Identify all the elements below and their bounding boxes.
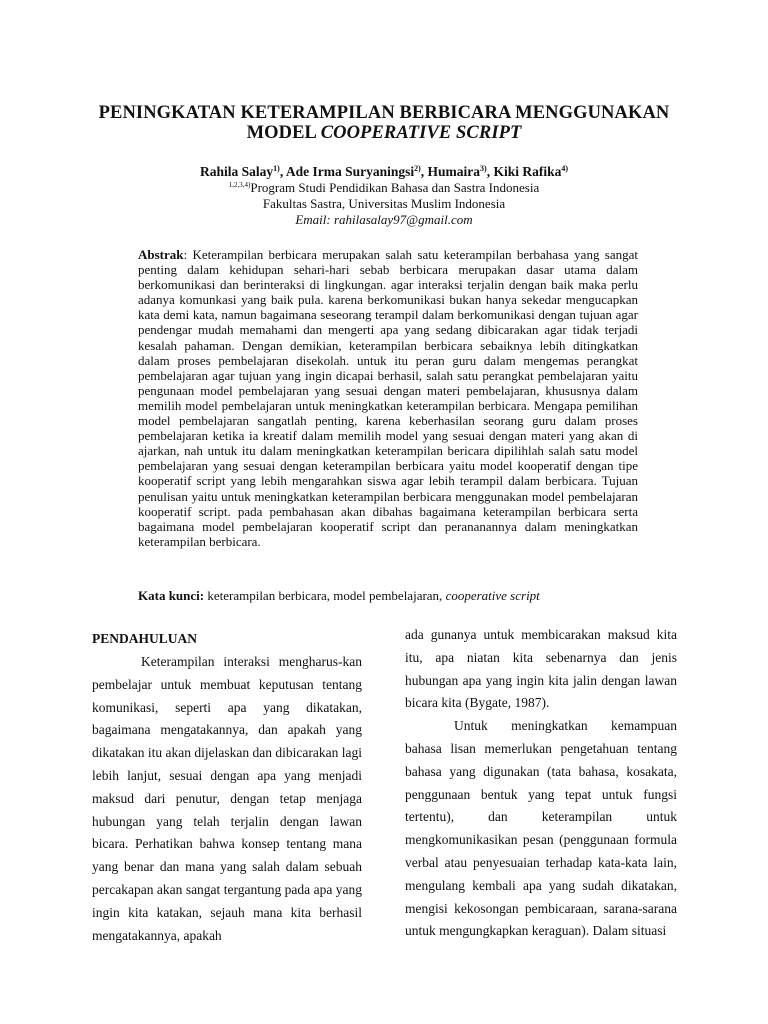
affiliation-faculty: Fakultas Sastra, Universitas Muslim Indonesia bbox=[262, 196, 506, 211]
author-name: Kiki Rafika bbox=[493, 164, 562, 179]
affiliation-mark: 1,2,3,4) bbox=[228, 181, 251, 189]
title-model-word: MODEL bbox=[246, 123, 316, 143]
second-paragraph: Untuk meningkatkan kemampuan bahasa lisan memerlukan pengetahuan tentang bahasa yang digunakan (tata bahasa, kosakata, penggunaan bentuk yang tepat untuk fungsi tertentu), dan keterampilan untuk mengkomunikasikan pesan (penggunaan formula verbal atau penyesuaian terhadap kata-kata lain, mengulang kembali apa yang sudah dikatakan, mengisi kekosongan pembicaraan, sarana-sarana untuk mengungkapkan keraguan). Dalam situasi bbox=[405, 718, 677, 939]
affiliation-block bbox=[60, 180, 708, 228]
program-name: Program Studi Pendidikan Bahasa dan Sastra Indonesia bbox=[250, 180, 540, 195]
affiliation-program bbox=[60, 180, 708, 196]
intro-paragraph: Keterampilan interaksi mengharus-kan pembelajar untuk membuat keputusan tentang komunikasi, seperti apa yang dikatakan, bagaimana mengatakannya, dan apakah yang dikatakan itu akan dijelaskan dan dibicarakan lagi lebih lanjut, sesuai dengan apa yang menjadi maksud dari penutur, dengan tetap menjaga hubungan yang telah terjalin dengan lawan bicara. Perhatikan bahwa konsep tentang mana yang benar dan mana yang salah dalam sebuah percakapan akan sangat tergantung pada apa yang ingin kita katakan, sejauh mana kita berhasil mengatakannya, apakah bbox=[92, 654, 362, 943]
author-name: Ade Irma Suryaningsi bbox=[285, 164, 415, 179]
abstract bbox=[138, 247, 638, 549]
abstract-label: Abstrak bbox=[138, 247, 184, 262]
keywords-italic: cooperative script bbox=[445, 588, 540, 603]
left-column bbox=[92, 628, 362, 947]
title-italic-part: COOPERATIVE SCRIPT bbox=[320, 123, 522, 143]
author-mark: 1) bbox=[273, 164, 280, 173]
author-mark: 3) bbox=[480, 164, 487, 173]
author-mark: 2) bbox=[414, 164, 421, 173]
right-column bbox=[405, 624, 677, 943]
paper-title bbox=[60, 103, 708, 143]
author-mark: 4) bbox=[561, 164, 569, 173]
author-list: Rahila Salay$^{1)}$, Ade Irma Suryaningsi$^{2)}$, Humaira$^{3)}$, Kiki Rafika$^{4)}$ bbox=[199, 164, 569, 179]
keywords-text: keterampilan berbicara, model pembelajaran, bbox=[204, 588, 446, 603]
section-heading: PENDAHULUAN bbox=[92, 631, 198, 646]
author-name: Humaira bbox=[427, 164, 481, 179]
abstract-text: : Keterampilan berbicara merupakan salah satu keterampilan berbahasa yang sangat penting dalam kehidupan sehari-hari sebab berbicara merupakan dasar utama dalam berkomunikasi dan berinteraksi di lingkungan. agar interaksi terjalin dengan baik maka perlu adanya komunkasi yang baik pula. karena berkomunikasi bukan hanya sekedar mengucapkan kata demi kata, namun bagaimana seseorang terampil dalam berkomunikasi dengan tujuan agar pendengar mudah memahami dan mengerti apa yang sedang dibicarakan agar tidak terjadi kesalah pahaman. Dengan demikian, keterampilan berbicara sebaiknya lebih ditingkatkan dalam proses pembelajaran disekolah. untuk itu peran guru dalam mengemas perangkat pembelajaran agar tujuan yang ingin dicapai berhasil, salah satu perangkat pembelajaran yaitu pengunaan model pembelajaran yang sesuai dengan materi pembelajaran, khususnya dalam memilih model pembelajaran untuk meningkatkan keterampilan berbicara. Mengapa pemilihan model pembelajaran sangatlah penting, karena keberhasilan seorang guru dalam proses pembelajaran ketika ia kreatif dalam memilih model yang sesuai dengan materi yang akan di ajarkan, nah untuk itu dalam meningkatkan keterampilan bericara dipilihlah salah satu model pembelajaran yang sesuai dengan keterampilan berbicara yaitu model kooperatif dengan tipe kooperatif script yang lebih mengarahkan siswa agar lebih terampil dalam berbicara. Tujuan penulisan yaitu untuk meningkatkan keterampilan berbicara menggunakan model pembelajaran kooperatif script. pada pembahasan akan dibahas bagaimana keterampilan berbicara serta bagaimana model pembelajaran kooperatif script dan perananannya dalam meningkatkan keterampilan berbicara. bbox=[138, 247, 638, 549]
keywords bbox=[138, 588, 638, 604]
continued-paragraph: ada gunanya untuk membicarakan maksud kita itu, apa niatan kita sebenarnya dan jenis hubungan apa yang ingin kita jalin dengan lawan bicara kita (Bygate, 1987). bbox=[405, 627, 677, 711]
title-line-2 bbox=[60, 123, 708, 143]
author-name: Rahila Salay bbox=[199, 164, 274, 179]
title-line-1: PENINGKATAN KETERAMPILAN BERBICARA MENGGUNAKAN bbox=[98, 103, 670, 123]
author-email: Email: rahilasalay97@gmail.com bbox=[295, 212, 473, 227]
keywords-label: Kata kunci: bbox=[138, 588, 205, 603]
